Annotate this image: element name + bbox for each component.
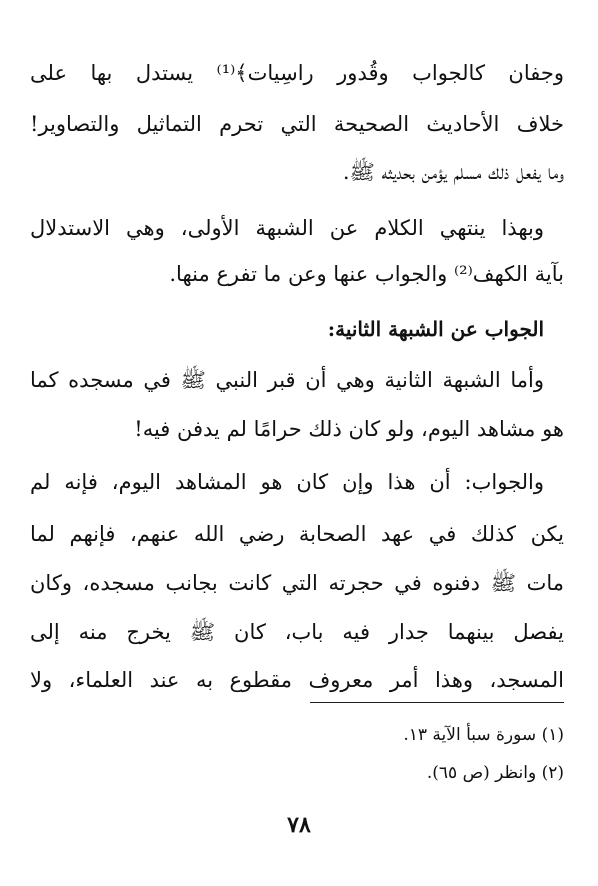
text-line-2: خلاف الأحاديث الصحيحة التي تحرم التماثيل والتصاوير! [30,112,564,136]
text-line-4: وبهذا ينتهي الكلام عن الشبهة الأولى، وهي الاستدلال [30,216,544,240]
text-line-7: وأما الشبهة الثانية وهي أن قبر النبي ﷺ في مسجده كما [30,368,544,392]
section-heading: الجواب عن الشبهة الثانية: [327,317,544,341]
text-line-10: يكن كذلك في عهد الصحابة رضي الله عنهم، فإنهم لما [30,522,564,546]
text-line-1: وجفان كالجواب وقُدور راسِيات﴾⁽¹⁾ يستدل بها على [30,61,564,85]
text-line-12: يفصل بينهما جدار فيه باب، كان ﷺ يخرج منه إلى [30,620,564,644]
text-line-9: والجواب: أن هذا وإن كان هو المشاهد اليوم، فإنه لم [30,470,544,494]
text-line-3: وما يفعل ذلك مسلم يؤمن بحديثه ﷺ. [342,160,564,184]
text-line-8: هو مشاهد اليوم، ولو كان ذلك حرامًا لم يدفن فيه! [134,417,564,441]
page-number: ٧٨ [287,812,311,838]
footnote-2: (٢) وانظر (ص ٦٥). [426,763,564,783]
text-line-5: بآية الكهف⁽²⁾ والجواب عنها وعن ما تفرع منها. [169,262,564,286]
text-line-13: المسجد، وهذا أمر معروف مقطوع به عند العلماء، ولا [30,668,564,692]
text-line-11: مات ﷺ دفنوه في حجرته التي كانت بجانب مسجده، وكان [30,571,564,595]
footnote-separator [310,702,564,703]
footnote-1: (١) سورة سبأ الآية ١٣. [403,725,564,745]
